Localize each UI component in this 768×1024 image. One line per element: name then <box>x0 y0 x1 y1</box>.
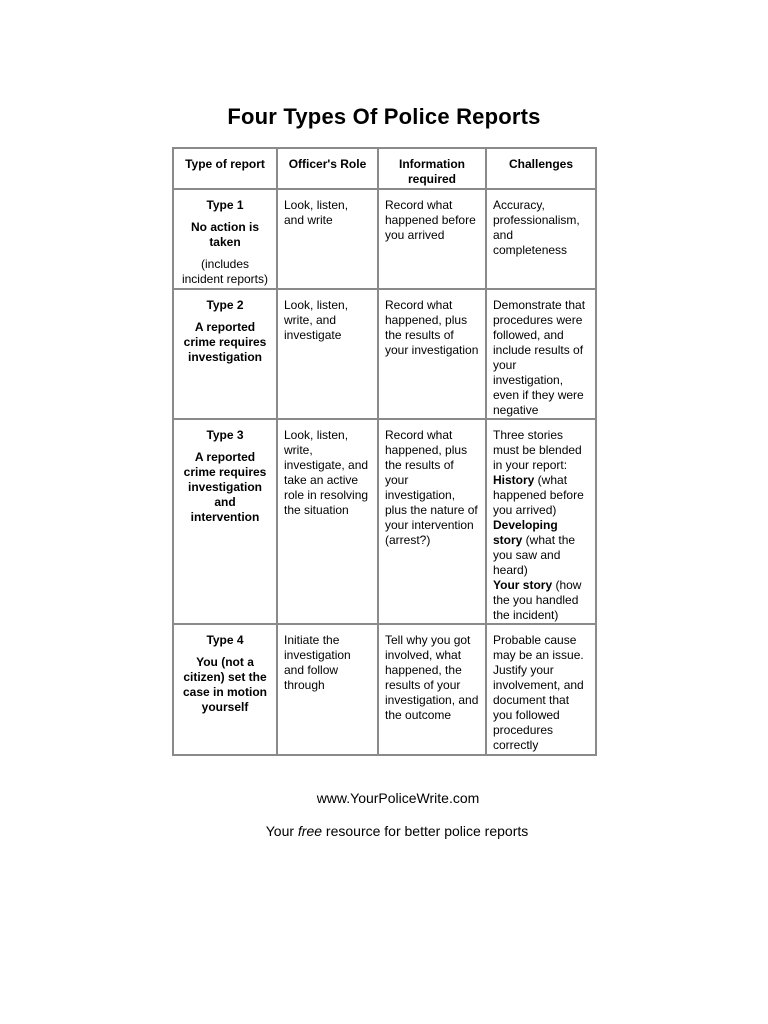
type-label: Type 1 <box>206 198 244 212</box>
challenges-your-story-label: Your story <box>493 578 553 592</box>
challenges-intro: Three stories must be blended in your report: <box>493 428 582 472</box>
type-cell <box>173 624 277 755</box>
info-cell: Record what happened, plus the results of your investigation <box>378 289 486 419</box>
column-header-type: Type of report <box>173 148 277 189</box>
role-cell: Look, listen, write, and investigate <box>277 289 378 419</box>
role-cell: Look, listen, and write <box>277 189 378 289</box>
challenges-your-story-text: (how the you handled the incident) <box>493 578 582 622</box>
challenges-cell: Accuracy, professionalism, and completeness <box>486 189 596 289</box>
challenges-history-label: History <box>493 473 535 487</box>
info-cell: Tell why you got involved, what happened, the results of your investigation, and the outcome <box>378 624 486 755</box>
table-row <box>173 419 596 624</box>
page-title: Four Types Of Police Reports <box>227 104 541 129</box>
challenges-history-text: (what happened before you arrived) <box>493 473 584 517</box>
role-cell: Look, listen, write, investigate, and take an active role in resolving the situation <box>277 419 378 624</box>
police-reports-table <box>172 147 597 756</box>
type-note: (includes incident reports) <box>181 257 269 286</box>
type-label: Type 2 <box>206 298 244 312</box>
type-description: A reported crime requires investigation <box>183 320 267 364</box>
footer-url[interactable]: www.YourPoliceWrite.com <box>316 790 480 806</box>
type-label: Type 3 <box>206 428 244 442</box>
info-cell: Record what happened, plus the results of your investigation, plus the nature of your intervention (arrest?) <box>378 419 486 624</box>
column-header-challenges: Challenges <box>486 148 596 189</box>
challenges-cell <box>486 419 596 624</box>
table-header-row <box>173 148 596 189</box>
tagline-emphasis: free <box>297 823 323 839</box>
type-description: You (not a citizen) set the case in motion yourself <box>182 655 268 714</box>
footer-tagline <box>0 823 768 839</box>
table-row <box>173 289 596 419</box>
table-row <box>173 624 596 755</box>
challenges-cell: Probable cause may be an issue. Justify your involvement, and document that you followed procedures correctly <box>486 624 596 755</box>
type-cell <box>173 189 277 289</box>
challenges-cell: Demonstrate that procedures were followed, and include results of your investigation, even if they were negative <box>486 289 596 419</box>
type-description: A reported crime requires investigation and intervention <box>183 450 267 524</box>
tagline-start: Your <box>265 823 298 839</box>
type-description: No action is taken <box>190 220 259 249</box>
column-header-role: Officer's Role <box>277 148 378 189</box>
challenges-developing-text: (what the you saw and heard) <box>493 533 576 577</box>
challenges-developing-label: Developing story <box>493 518 558 547</box>
type-label: Type 4 <box>206 633 244 647</box>
type-cell <box>173 289 277 419</box>
tagline-end: resource for better police reports <box>322 823 529 839</box>
table-row <box>173 189 596 289</box>
role-cell: Initiate the investigation and follow through <box>277 624 378 755</box>
column-header-info: Information required <box>378 148 486 189</box>
info-cell: Record what happened before you arrived <box>378 189 486 289</box>
type-cell <box>173 419 277 624</box>
